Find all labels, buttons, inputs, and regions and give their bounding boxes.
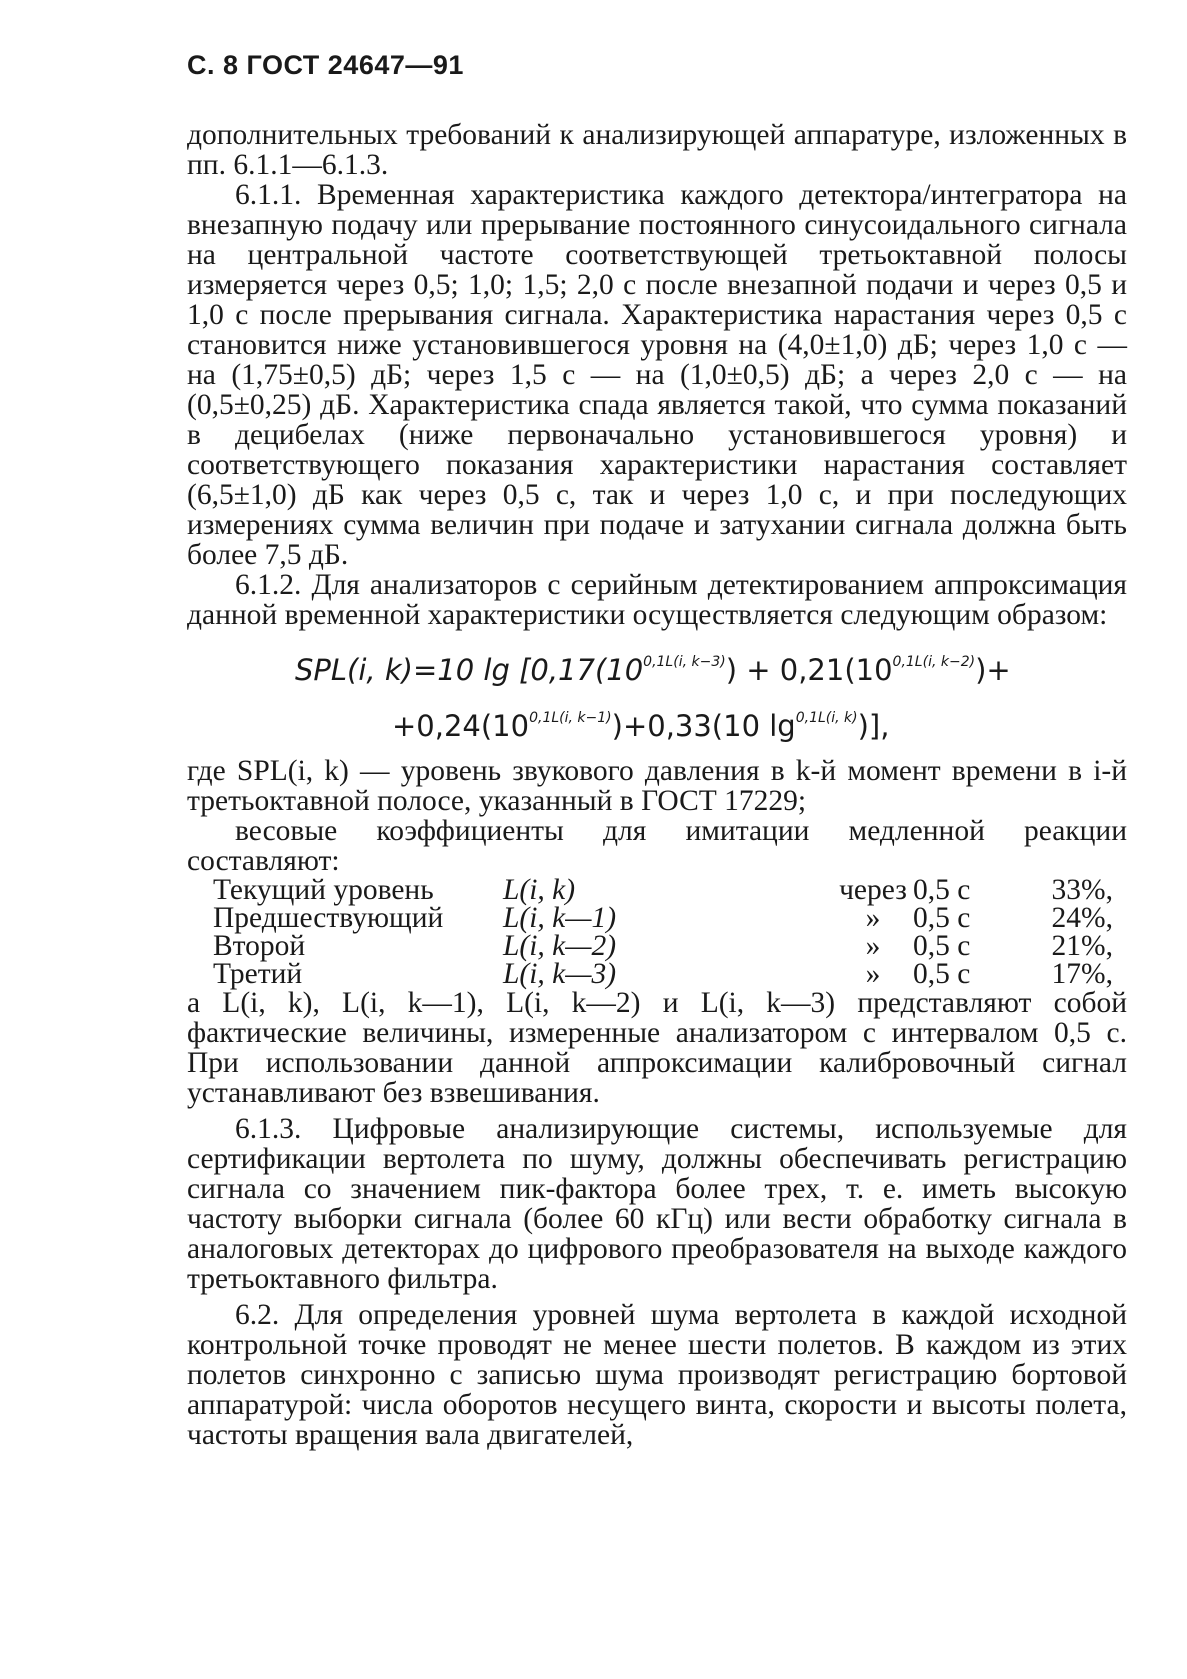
formula-line-1: SPL(i, k)=10 $\lg [0,17(10^{0,1L(i, k-3)}) + 0,21(10^{0,1L(i, k-2)})+$ [295, 653, 1011, 687]
paragraph-6-1-1: 6.1.1. Временная характеристика каждого детектора/интегратора на внезапную подачу или прерывание постоянного синусоидального сигнала на центральной частоте соответствующей третьоктавной полосы измеряется через 0,5; 1,0; 1,5; 2,0 с после внезапной подачи и через 0,5 и 1,0 с после прерывания сигнала. Характеристика нарастания через 0,5 с становится ниже установившегося уровня на (4,0±1,0) дБ; через 1,0 с — на (1,75±0,5) дБ; через 1,5 с — на (1,0±0,5) дБ; а через 2,0 с — на (0,5±0,25) дБ. Характеристика спада является такой, что сумма показаний в децибелах (ниже первоначально установившегося уровня) и соответствующего показания характеристики нарастания составляет (6,5±1,0) дБ как через 0,5 с, так и через 1,0 с, и при последующих измерениях сумма величин при подаче и затухании сигнала должна быть более 7,5 дБ. [187, 179, 1127, 571]
paragraph-6-2: 6.2. Для определения уровней шума вертолета в каждой исходной контрольной точке проводят не менее шести полетов. В каждом из этих полетов синхронно с записью шума производят регистрацию бортовой аппаратурой: числа оборотов несущего винта, скорости и высоты полета, частоты вращения вала двигателей, [187, 1299, 1127, 1451]
paragraph-spl-definition: где SPL(i, k) — уровень звукового давления в k-й момент времени в i-й третьоктавной полосе, указанный в ГОСТ 17229; [187, 755, 1127, 817]
formula-line-2: $+0,24(10^{0,1L(i, k-1)})+0,33(10$ $\lg^{0,1L(i, k)}$)], [392, 709, 890, 743]
paragraph-weights-intro: весовые коэффициенты для имитации медленной реакции составляют: [187, 815, 1127, 877]
table-row: Третий L(i, k—3) » 0,5 с 17%, [213, 958, 1113, 990]
paragraph-6-1-3: 6.1.3. Цифровые анализирующие системы, используемые для сертификации вертолета по шуму, должны обеспечивать регистрацию сигнала со значением пик-фактора более трех, т. е. иметь высокую частоту выборки сигнала (более 60 кГц) или вести обработку сигнала в аналоговых детекторах до цифрового преобразователя на выходе каждого третьоктавного фильтра. [187, 1113, 1127, 1295]
paragraph-continuation: дополнительных требований к анализирующей аппаратуре, изложенных в пп. 6.1.1—6.1.3. [187, 119, 1127, 181]
table-row: Предшествующий L(i, k—1) » 0,5 с 24%, [213, 902, 1113, 934]
page-header: С. 8 ГОСТ 24647—91 [187, 50, 464, 80]
body-text [187, 120, 1127, 1450]
table-row: Второй L(i, k—2) » 0,5 с 21%, [213, 930, 1113, 962]
coefficients-table [213, 876, 1113, 988]
paragraph-6-1-2: 6.1.2. Для анализаторов с серийным детектированием аппроксимация данной временной характеристики осуществляется следующим образом: [187, 569, 1127, 631]
table-row: Текущий уровень L(i, k) через 0,5 с 33%, [213, 874, 1113, 906]
paragraph-actual-values: а L(i, k), L(i, k—1), L(i, k—2) и L(i, k—3) представляют собой фактические величины, измеренные анализатором с интервалом 0,5 с. При использовании данной аппроксимации калибровочный сигнал устанавливают без взвешивания. [187, 987, 1127, 1109]
